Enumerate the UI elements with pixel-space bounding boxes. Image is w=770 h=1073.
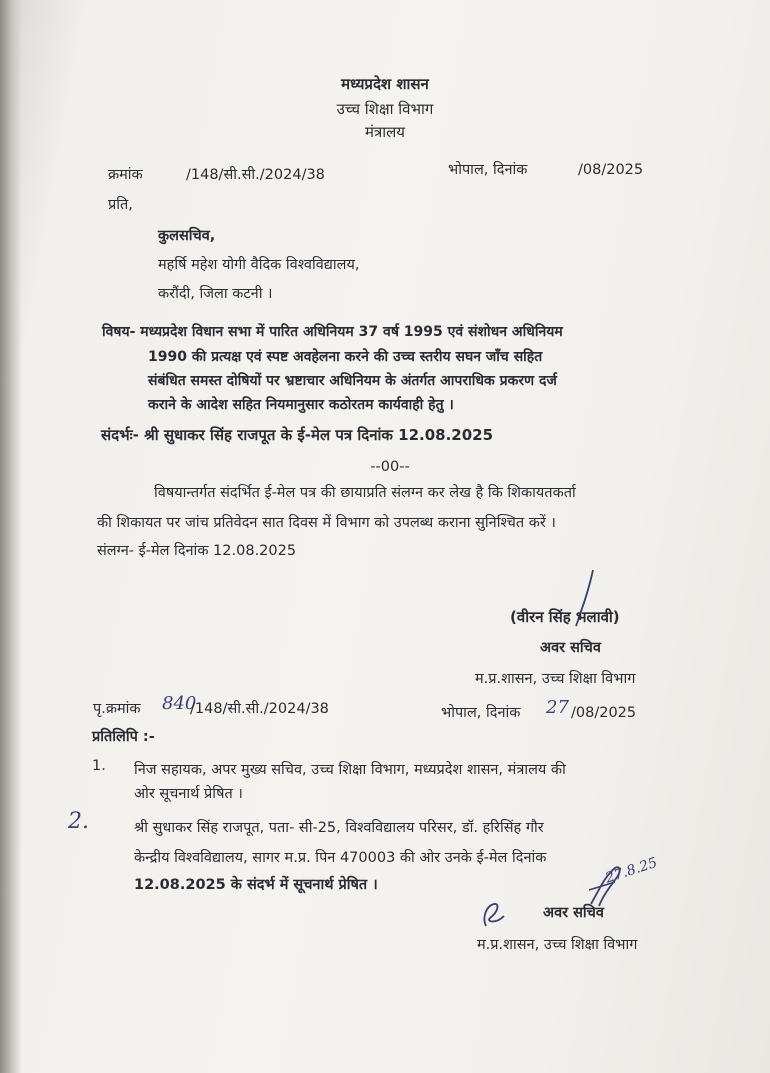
signatory-office: म.प्र.शासन, उच्च शिक्षा विभाग — [475, 671, 636, 687]
separator: --00-- — [370, 459, 410, 475]
body-line-2: की शिकायत पर जांच प्रतिवेदन सात दिवस में विभाग को उपलब्ध कराना सुनिश्चित करें । — [97, 515, 556, 531]
endorsement-label: पृ.क्रमांक — [93, 701, 141, 717]
handwritten-item-2-mark: 2. — [68, 809, 89, 834]
copy-item-2-line-3: 12.08.2025 के संदर्भ में सूचनार्थ प्रेषित । — [134, 877, 378, 893]
signatory-name: (वीरन सिंह भलावी) — [510, 608, 620, 626]
ref-place-date-label: भोपाल, दिनांक — [448, 162, 528, 178]
subject-line-2: 1990 की प्रत्यक्ष एवं स्पष्ट अवहेलना करने की उच्च स्तरीय सघन जाँच सहित — [148, 349, 543, 365]
endorsement-number: /148/सी.सी./2024/38 — [190, 701, 329, 717]
to-university: महर्षि महेश योगी वैदिक विश्वविद्यालय, — [158, 257, 360, 273]
reference-line: संदर्भः- श्री सुधाकर सिंह राजपूत के ई-मेल पत्र दिनांक 12.08.2025 — [101, 426, 494, 444]
ref-label: क्रमांक — [108, 167, 143, 183]
copy-item-1-number: 1. — [92, 758, 106, 774]
ref-date: /08/2025 — [578, 162, 644, 178]
handwritten-dispatch-no: 840 — [162, 693, 197, 714]
second-sign-office: म.प्र.शासन, उच्च शिक्षा विभाग — [477, 937, 638, 953]
copy-item-1-line-2: ओर सूचनार्थ प्रेषित । — [134, 786, 243, 802]
header-line-2: उच्च शिक्षा विभाग — [336, 100, 434, 118]
handwritten-day: 27 — [546, 697, 569, 718]
to-prati: प्रति, — [108, 197, 133, 213]
page-edge-shadow — [0, 0, 22, 1073]
copy-item-2-line-1: श्री सुधाकर सिंह राजपूत, पता- सी-25, विश्वविद्यालय परिसर, डॉ. हरिसिंह गौर — [134, 820, 544, 836]
copy-heading: प्रतिलिपि :- — [92, 729, 155, 745]
subject-line-1: विषय- मध्यप्रदेश विधान सभा में पारित अधिनियम 37 वर्ष 1995 एवं संशोधन अधिनियम — [102, 324, 563, 340]
handwritten-date: 27.8.25 — [603, 854, 660, 887]
subject-line-3: संबंधित समस्त दोषियों पर भ्रष्टाचार अधिनियम के अंतर्गत आपराधिक प्रकरण दर्ज — [148, 373, 557, 389]
copy-item-2-line-2: केन्द्रीय विश्वविद्यालय, सागर म.प्र. पिन 470003 की ओर उनके ई-मेल दिनांक — [134, 850, 547, 866]
second-sign-designation: अवर सचिव — [543, 905, 604, 921]
header-line-1: मध्यप्रदेश शासन — [341, 75, 429, 93]
to-designation: कुलसचिव, — [158, 228, 216, 244]
signatory-designation: अवर सचिव — [540, 640, 601, 656]
ref-number: /148/सी.सी./2024/38 — [186, 167, 325, 183]
subject-line-4: कराने के आदेश सहित नियमानुसार कठोरतम कार्यवाही हेतु । — [148, 397, 454, 413]
enclosure: संलग्न- ई-मेल दिनांक 12.08.2025 — [97, 543, 297, 559]
endorsement-place-date-label: भोपाल, दिनांक — [441, 705, 521, 721]
header-line-3: मंत्रालय — [364, 123, 405, 141]
endorsement-date: /08/2025 — [571, 705, 637, 721]
second-signature-stroke — [476, 898, 516, 932]
copy-item-1-line-1: निज सहायक, अपर मुख्य सचिव, उच्च शिक्षा विभाग, मध्यप्रदेश शासन, मंत्रालय की — [134, 762, 566, 778]
body-line-1: विषयान्तर्गत संदर्भित ई-मेल पत्र की छायाप्रति संलग्न कर लेख है कि शिकायतकर्ता — [154, 485, 576, 501]
to-address: करौंदी, जिला कटनी । — [158, 286, 273, 302]
